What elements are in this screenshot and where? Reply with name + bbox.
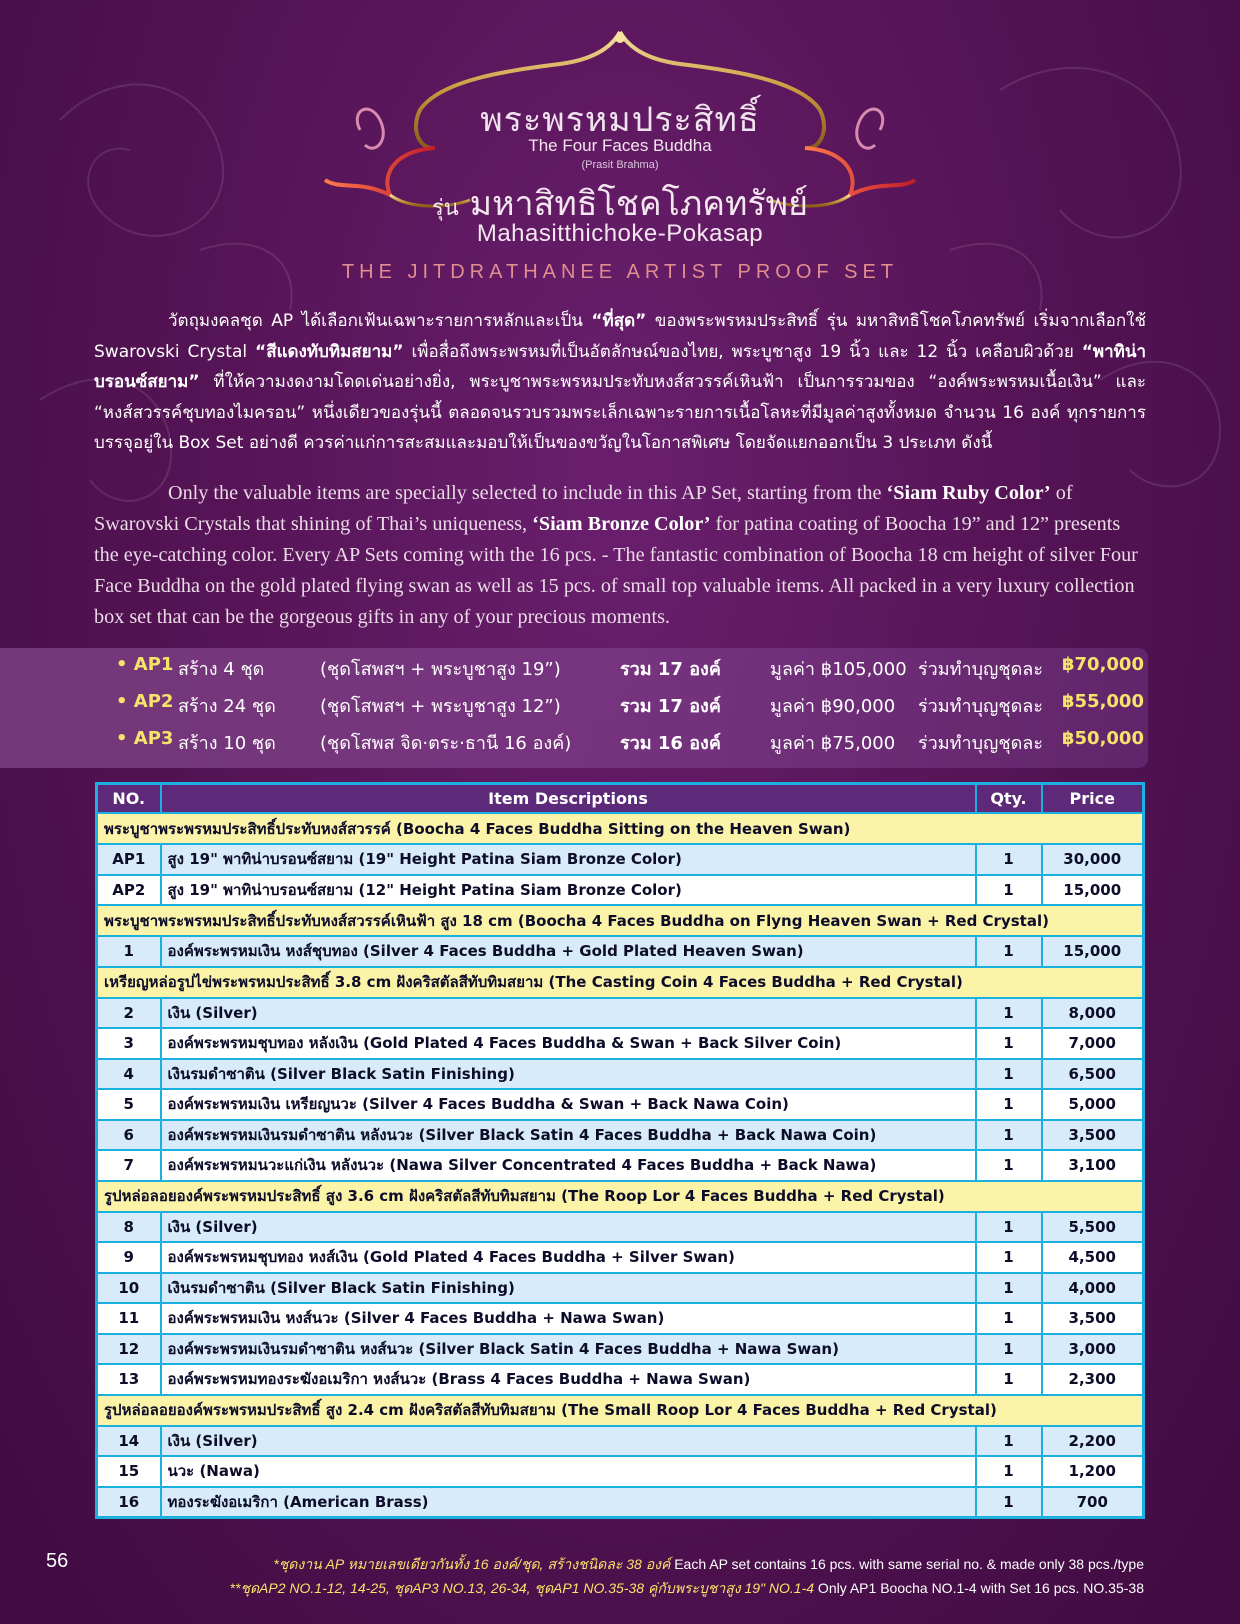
ap-set-desc: (ชุดโสพส จิด·ตระ·ธานี 16 องค์) (320, 733, 572, 754)
row-price: 4,500 (1042, 1242, 1144, 1273)
table-row (97, 1334, 1144, 1365)
ap-code: • AP1 (116, 654, 174, 675)
row-description: เงินรมดำซาติน (Silver Black Satin Finishing) (161, 1059, 976, 1090)
row-qty: 1 (976, 844, 1042, 875)
row-qty: 1 (976, 936, 1042, 967)
table-row (97, 844, 1144, 875)
footnote-2-english: Only AP1 Boocha NO.1-4 with Set 16 pcs. NO.35-38 (814, 1580, 1144, 1596)
row-price: 5,500 (1042, 1212, 1144, 1243)
page-subtitle: THE JITDRATHANEE ARTIST PROOF SET (341, 261, 899, 283)
row-description: องค์พระพรหมเงิน หงส์นวะ (Silver 4 Faces Buddha + Nawa Swan) (161, 1303, 976, 1334)
row-description: นวะ (Nawa) (161, 1456, 976, 1487)
table-section-row (97, 1395, 1144, 1426)
table-row (97, 1456, 1144, 1487)
ap-set-desc: (ชุดโสพสฯ + พระบูชาสูง 12”) (320, 696, 561, 717)
table-section-row (97, 967, 1144, 998)
table-row (97, 1273, 1144, 1304)
ap-donate-amount: ฿55,000 (1062, 691, 1144, 712)
row-qty: 1 (976, 1456, 1042, 1487)
row-description: องค์พระพรหมเงินรมดำซาติน หงส์นวะ (Silver Black Satin 4 Faces Buddha + Nawa Swan) (161, 1334, 976, 1365)
ap-code: • AP2 (116, 691, 174, 712)
price-table (95, 782, 1145, 1519)
ap-value: มูลค่า ฿90,000 (770, 696, 896, 717)
row-qty: 1 (976, 1089, 1042, 1120)
ap-value: มูลค่า ฿75,000 (770, 733, 896, 754)
row-description: องค์พระพรหมเงิน หงส์ชุบทอง (Silver 4 Faces Buddha + Gold Plated Heaven Swan) (161, 936, 976, 967)
ap-build: สร้าง 4 ชุด (178, 659, 265, 680)
table-body (97, 813, 1144, 1518)
logo-english-title: The Four Faces Buddha (528, 136, 712, 155)
row-qty: 1 (976, 1487, 1042, 1518)
row-qty: 1 (976, 1212, 1042, 1243)
row-description: เงินรมดำซาติน (Silver Black Satin Finishing) (161, 1273, 976, 1304)
row-number: AP2 (97, 875, 161, 906)
row-description: เงิน (Silver) (161, 1212, 976, 1243)
row-description: องค์พระพรหมชุบทอง หลังเงิน (Gold Plated 4 Faces Buddha & Swan + Back Silver Coin) (161, 1028, 976, 1059)
row-price: 15,000 (1042, 875, 1144, 906)
intro-english-emphasis: ‘Siam Bronze Color’ (532, 513, 711, 535)
row-number: 5 (97, 1089, 161, 1120)
footnote-1-thai: *ชุดงาน AP หมายเลขเดียวกันทั้ง 16 องค์/ชุด, สร้างชนิดละ 38 องค์ (273, 1556, 671, 1572)
section-title: รูปหล่อลอยองค์พระพรหมประสิทธิ์ สูง 2.4 cm ฝังคริสตัลสีทับทิมสยาม (The Small Roop Lor 4 Faces Buddha + Red Crystal) (97, 1395, 1144, 1426)
row-number: 9 (97, 1242, 161, 1273)
row-qty: 1 (976, 1303, 1042, 1334)
row-number: 1 (97, 936, 161, 967)
ap-donate-label: ร่วมทำบุญชุดละ (918, 696, 1043, 717)
row-description: เงิน (Silver) (161, 998, 976, 1029)
ap-build: สร้าง 10 ชุด (178, 733, 276, 754)
intro-english-emphasis: ‘Siam Ruby Color’ (886, 482, 1051, 504)
header-qty: Qty. (976, 784, 1042, 814)
ap-total: รวม 17 องค์ (620, 696, 721, 717)
row-price: 7,000 (1042, 1028, 1144, 1059)
ap-value: มูลค่า ฿105,000 (770, 659, 907, 680)
row-description: สูง 19" พาทิน่าบรอนซ์สยาม (12" Height Patina Siam Bronze Color) (161, 875, 976, 906)
footnote-1 (273, 1554, 1144, 1576)
row-qty: 1 (976, 1150, 1042, 1181)
header-no: NO. (97, 784, 161, 814)
intro-english-text: Only the valuable items are specially selected to include in this AP Set, starting from the (168, 482, 887, 504)
section-title: รูปหล่อลอยองค์พระพรหมประสิทธิ์ สูง 3.6 cm ฝังคริสตัลสีทับทิมสยาม (The Roop Lor 4 Faces Buddha + Red Crystal) (97, 1181, 1144, 1212)
row-description: สูง 19" พาทิน่าบรอนซ์สยาม (19" Height Patina Siam Bronze Color) (161, 844, 976, 875)
row-number: 11 (97, 1303, 161, 1334)
row-number: 2 (97, 998, 161, 1029)
table-row (97, 1028, 1144, 1059)
ap-code: • AP3 (116, 728, 174, 749)
row-description: องค์พระพรหมชุบทอง หงส์เงิน (Gold Plated 4 Faces Buddha + Silver Swan) (161, 1242, 976, 1273)
row-qty: 1 (976, 1028, 1042, 1059)
row-price: 8,000 (1042, 998, 1144, 1029)
row-price: 5,000 (1042, 1089, 1144, 1120)
logo-model-name: มหาสิทธิโชคโภคทรัพย์ (469, 184, 808, 224)
row-number: 12 (97, 1334, 161, 1365)
row-price: 4,000 (1042, 1273, 1144, 1304)
header-price: Price (1042, 784, 1144, 814)
logo-model-prefix: รุ่น (431, 196, 459, 221)
row-description: องค์พระพรหมทองระฆังอเมริกา หงส์นวะ (Brass 4 Faces Buddha + Nawa Swan) (161, 1364, 976, 1395)
row-number: 13 (97, 1364, 161, 1395)
row-number: 3 (97, 1028, 161, 1059)
intro-thai-emphasis: “พาทิน่าบรอนซ์สยาม” (94, 341, 1147, 393)
row-price: 15,000 (1042, 936, 1144, 967)
row-number: 7 (97, 1150, 161, 1181)
row-number: 6 (97, 1120, 161, 1151)
row-price: 2,300 (1042, 1364, 1144, 1395)
row-qty: 1 (976, 1334, 1042, 1365)
table-row (97, 875, 1144, 906)
table-row (97, 1242, 1144, 1273)
row-number: 8 (97, 1212, 161, 1243)
header-description: Item Descriptions (161, 784, 976, 814)
ap-donate-amount: ฿50,000 (1062, 728, 1144, 749)
table-row (97, 1150, 1144, 1181)
intro-thai-emphasis: “ที่สุด” (591, 311, 647, 331)
row-description: เงิน (Silver) (161, 1426, 976, 1457)
row-qty: 1 (976, 875, 1042, 906)
row-number: 10 (97, 1273, 161, 1304)
row-number: AP1 (97, 844, 161, 875)
table-row (97, 1212, 1144, 1243)
intro-thai (94, 306, 1146, 459)
intro-thai-text: ที่ให้ความงดงามโดดเด่นอย่างยิ่ง, พระบูชาพระพรหมประทับหงส์สวรรค์เหินฟ้า เป็นการรวมของ “องค์พระพรหมเนื้อเงิน” และ “หงส์สวรรค์ชุบทองไมครอน” หนึ่งเดียวของรุ่นนี้ ตลอดจนรวบรวมพระเล็กเฉพาะรายการเนื้อโลหะที่มีมูลค่าสูงทั้งหมด จำนวน 16 องค์ ทุกรายการบรรจุอยู่ใน Box Set อย่างดี ควรค่าแก่การสะสมและมอบให้เป็นของขวัญในโอกาสพิเศษ โดยจัดแยกออกเป็น 3 ประเภท ดังนี้ (94, 372, 1146, 454)
row-qty: 1 (976, 1120, 1042, 1151)
row-description: องค์พระพรหมเงิน เหรียญนวะ (Silver 4 Faces Buddha & Swan + Back Nawa Coin) (161, 1089, 976, 1120)
intro-english-text: of Swarovski Crystals that shining of Thai’s uniqueness, (94, 482, 1073, 535)
logo-english-sub: (Prasit Brahma) (581, 159, 659, 171)
table-row (97, 936, 1144, 967)
logo (320, 30, 920, 247)
footnote-1-english: Each AP set contains 16 pcs. with same serial no. & made only 38 pcs./type (670, 1556, 1144, 1572)
row-qty: 1 (976, 1273, 1042, 1304)
row-price: 6,500 (1042, 1059, 1144, 1090)
table-row (97, 1487, 1144, 1518)
intro-thai-emphasis: “สีแดงทับทิมสยาม” (255, 341, 404, 362)
row-description: องค์พระพรหมเงินรมดำซาติน หลังนวะ (Silver Black Satin 4 Faces Buddha + Back Nawa Coin) (161, 1120, 976, 1151)
row-qty: 1 (976, 1242, 1042, 1273)
row-price: 3,000 (1042, 1334, 1144, 1365)
row-price: 1,200 (1042, 1456, 1144, 1487)
row-number: 15 (97, 1456, 161, 1487)
intro-english (94, 478, 1146, 633)
ap-total: รวม 17 องค์ (620, 659, 721, 680)
logo-model-english: Mahasitthichoke-Pokasap (476, 220, 764, 247)
row-number: 16 (97, 1487, 161, 1518)
ap-donate-amount: ฿70,000 (1062, 654, 1144, 675)
intro-english-text: for patina coating of Boocha 19” and 12” presents the eye-catching color. Every AP Sets coming with the 16 pcs. - The fantastic combination of Boocha 18 cm height of silver Four Face Buddha on the gold plated flying swan as well as 15 pcs. of small top valuable items. All packed in a very luxury collection box set that can be the gorgeous gifts in any of your precious moments. (94, 513, 1138, 628)
row-qty: 1 (976, 1059, 1042, 1090)
row-price: 3,100 (1042, 1150, 1144, 1181)
footnote-2-thai: **ชุดAP2 NO.1-12, 14-25, ชุดAP3 NO.13, 26-34, ชุดAP1 NO.35-38 คู่กับพระบูชาสูง 19" NO.1-4 (229, 1580, 815, 1596)
row-price: 30,000 (1042, 844, 1144, 875)
section-title: พระบูชาพระพรหมประสิทธิ์ประทับหงส์สวรรค์เหินฟ้า สูง 18 cm (Boocha 4 Faces Buddha on Flyng Heaven Swan + Red Crystal) (97, 905, 1144, 936)
table-section-row (97, 905, 1144, 936)
table-row (97, 998, 1144, 1029)
logo-thai-title: พระพรหมประสิทธิ์ (480, 100, 760, 140)
page-number: 56 (46, 1550, 69, 1572)
section-title: เหรียญหล่อรูปไข่พระพรหมประสิทธิ์ 3.8 cm ฝังคริสตัลสีทับทิมสยาม (The Casting Coin 4 Faces Buddha + Red Crystal) (97, 967, 1144, 998)
row-price: 3,500 (1042, 1120, 1144, 1151)
row-number: 14 (97, 1426, 161, 1457)
ap-build: สร้าง 24 ชุด (178, 696, 276, 717)
table-row (97, 1426, 1144, 1457)
row-description: ทองระฆังอเมริกา (American Brass) (161, 1487, 976, 1518)
ap-donate-label: ร่วมทำบุญชุดละ (918, 733, 1043, 754)
row-description: องค์พระพรหมนวะแก่เงิน หลังนวะ (Nawa Silver Concentrated 4 Faces Buddha + Back Nawa) (161, 1150, 976, 1181)
table-header-row (97, 784, 1144, 814)
row-price: 3,500 (1042, 1303, 1144, 1334)
ap-set-band (0, 648, 1148, 768)
table-row (97, 1059, 1144, 1090)
row-price: 700 (1042, 1487, 1144, 1518)
row-qty: 1 (976, 998, 1042, 1029)
table-section-row (97, 813, 1144, 844)
footnote-2 (230, 1578, 1144, 1600)
row-number: 4 (97, 1059, 161, 1090)
table-row (97, 1120, 1144, 1151)
table-row (97, 1364, 1144, 1395)
row-qty: 1 (976, 1364, 1042, 1395)
table-section-row (97, 1181, 1144, 1212)
intro-thai-text: เพื่อสื่อถึงพระพรหมที่เป็นอัตลักษณ์ของไทย, พระบูชาสูง 19 นิ้ว และ 12 นิ้ว เคลือบผิวด้วย (403, 341, 1082, 362)
ap-set-desc: (ชุดโสพสฯ + พระบูชาสูง 19”) (320, 659, 561, 680)
row-qty: 1 (976, 1426, 1042, 1457)
section-title: พระบูชาพระพรหมประสิทธิ์ประทับหงส์สวรรค์ (Boocha 4 Faces Buddha Sitting on the Heaven Swan) (97, 813, 1144, 844)
table-row (97, 1089, 1144, 1120)
intro-thai-text: ของพระพรหมประสิทธิ์ รุ่น มหาสิทธิโชคโภคทรัพย์ เริ่มจากเลือกใช้ Swarovski Crystal (94, 311, 1146, 362)
table-row (97, 1303, 1144, 1334)
intro-thai-text: วัตถุมงคลชุด AP ได้เลือกเฟ้นเฉพาะรายการหลักและเป็น (168, 311, 592, 331)
ap-donate-label: ร่วมทำบุญชุดละ (918, 659, 1043, 680)
ap-total: รวม 16 องค์ (620, 733, 721, 754)
row-price: 2,200 (1042, 1426, 1144, 1457)
